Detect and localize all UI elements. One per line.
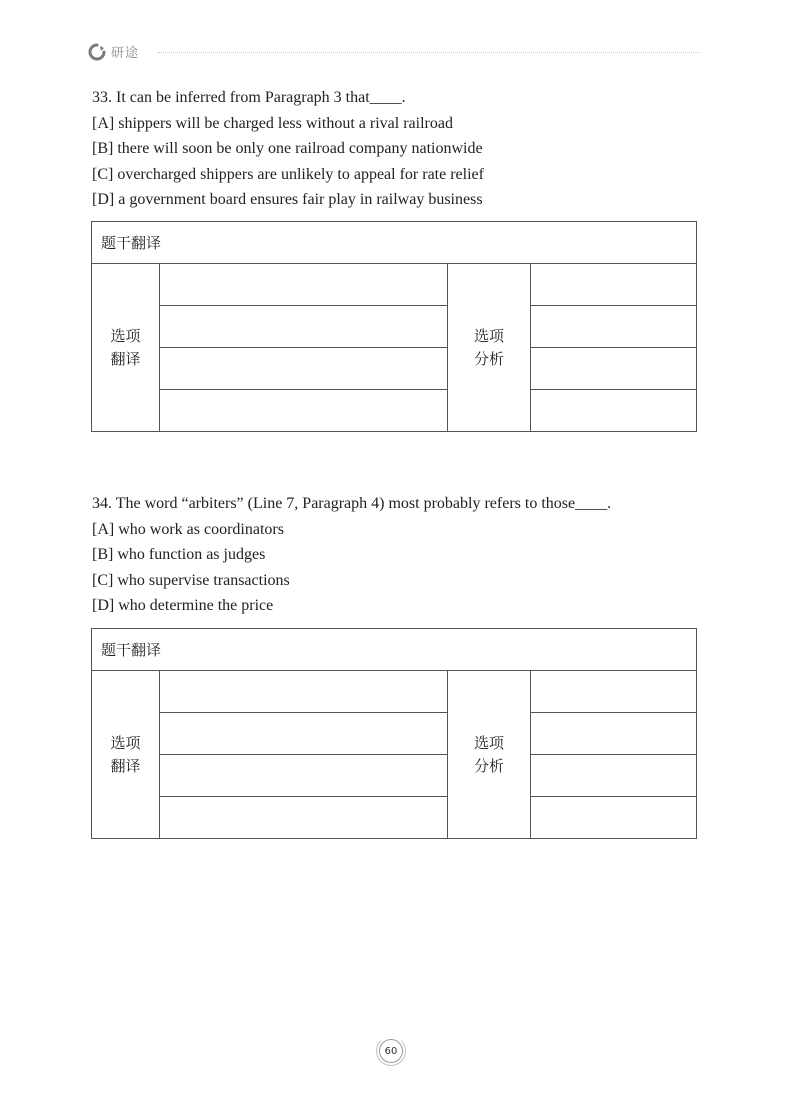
option-c: [C] who supervise transactions <box>92 571 290 589</box>
option-d: [D] who determine the price <box>92 597 274 614</box>
translation-blank[interactable] <box>160 348 448 390</box>
brand-name: 研途 <box>111 46 140 61</box>
analysis-blank[interactable] <box>531 390 697 432</box>
page-number-badge <box>376 1036 406 1066</box>
stem-translation-label: 题干翻译 <box>92 629 697 671</box>
option-d: [D] a government board ensures fair play in railway business <box>92 191 483 208</box>
analysis-blank[interactable] <box>531 755 697 797</box>
stem-translation-label: 题干翻译 <box>92 222 697 264</box>
translation-blank[interactable] <box>160 713 448 755</box>
answer-table-33 <box>91 221 697 432</box>
question-34 <box>92 491 611 619</box>
translation-blank[interactable] <box>160 671 448 713</box>
option-b: [B] who function as judges <box>92 546 266 563</box>
logo-icon <box>88 43 106 61</box>
translation-blank[interactable] <box>160 797 448 839</box>
analysis-blank[interactable] <box>531 306 697 348</box>
translation-blank[interactable] <box>160 264 448 306</box>
analysis-blank[interactable] <box>531 264 697 306</box>
option-a: [A] shippers will be charged less without a rival railroad <box>92 114 453 132</box>
translation-blank[interactable] <box>160 306 448 348</box>
answer-table-34 <box>91 628 697 839</box>
option-translation-label: 选项 翻译 <box>92 671 160 839</box>
option-b: [B] there will soon be only one railroad company nationwide <box>92 140 483 157</box>
page-header <box>88 40 700 64</box>
analysis-blank[interactable] <box>531 348 697 390</box>
analysis-blank[interactable] <box>531 713 697 755</box>
option-analysis-label: 选项 分析 <box>448 264 531 432</box>
question-stem: 34. The word “arbiters” (Line 7, Paragraph 4) most probably refers to those____. <box>92 495 612 512</box>
option-translation-label: 选项 翻译 <box>92 264 160 432</box>
option-c: [C] overcharged shippers are unlikely to appeal for rate relief <box>92 165 484 183</box>
option-analysis-label: 选项 分析 <box>448 671 531 839</box>
question-stem: 33. It can be inferred from Paragraph 3 that____. <box>92 89 406 106</box>
translation-blank[interactable] <box>160 390 448 432</box>
question-33 <box>92 85 484 213</box>
header-divider <box>158 52 700 53</box>
translation-blank[interactable] <box>160 755 448 797</box>
brand-logo <box>88 42 139 61</box>
option-a: [A] who work as coordinators <box>92 520 284 538</box>
analysis-blank[interactable] <box>531 671 697 713</box>
analysis-blank[interactable] <box>531 797 697 839</box>
page-number: 60 <box>379 1039 403 1063</box>
